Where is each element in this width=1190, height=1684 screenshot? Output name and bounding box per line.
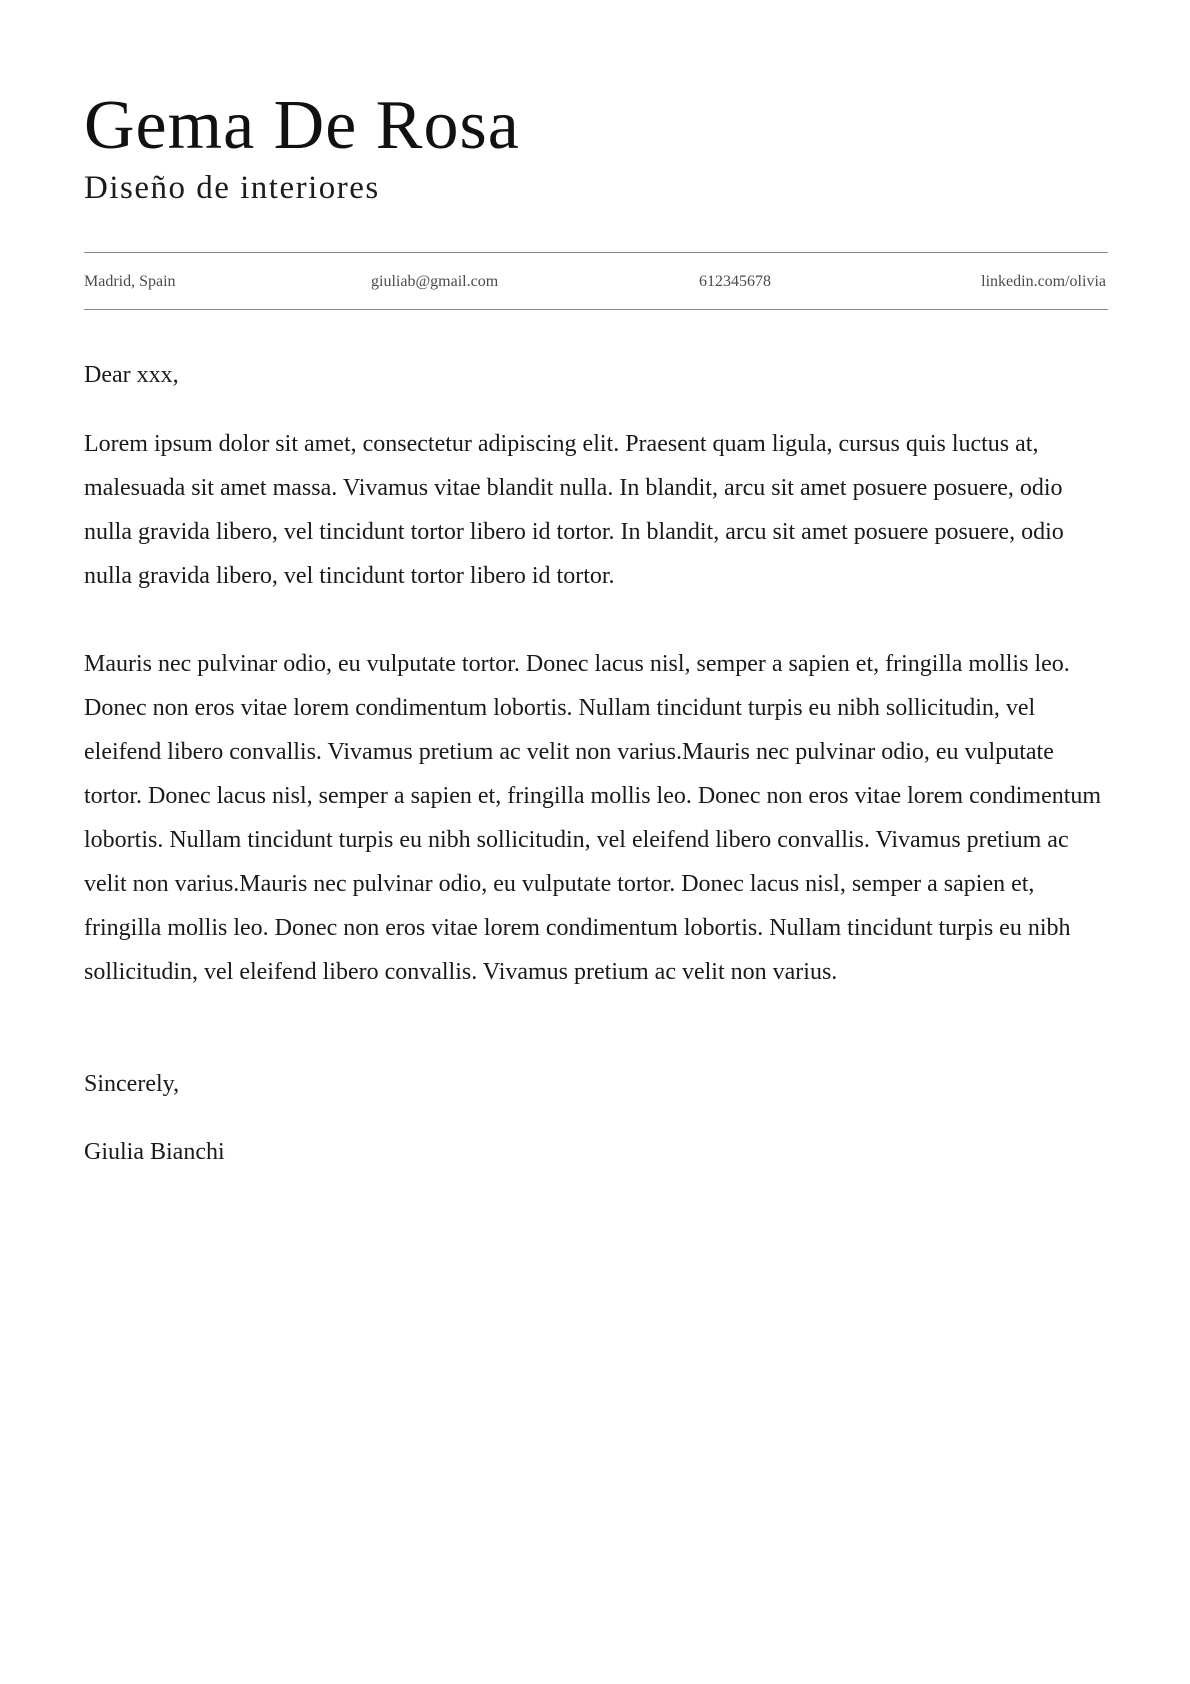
applicant-name: Gema De Rosa bbox=[84, 87, 520, 164]
applicant-role: Diseño de interiores bbox=[84, 170, 380, 206]
contact-linkedin: linkedin.com/olivia bbox=[981, 273, 1106, 290]
letter-closing: Sincerely, bbox=[84, 1071, 180, 1097]
contact-location: Madrid, Spain bbox=[84, 273, 176, 290]
letter-salutation: Dear xxx, bbox=[84, 362, 179, 388]
contact-phone: 612345678 bbox=[699, 273, 771, 290]
contact-bar bbox=[84, 252, 1108, 310]
contact-email: giuliab@gmail.com bbox=[371, 273, 499, 290]
letter-paragraph: Mauris nec pulvinar odio, eu vulputate tortor. Donec lacus nisl, semper a sapien et, fringilla mollis leo. Donec non eros vitae lorem condimentum lobortis. Nullam tincidunt turpis eu nibh sollicitudin, vel eleifend libero convallis. Vivamus pretium ac velit non varius.Mauris nec pulvinar odio, eu vulputate tortor. Donec lacus nisl, semper a sapien et, fringilla mollis leo. Donec non eros vitae lorem condimentum lobortis. Nullam tincidunt turpis eu nibh sollicitudin, vel eleifend libero convallis. Vivamus pretium ac velit non varius.Mauris nec pulvinar odio, eu vulputate tortor. Donec lacus nisl, semper a sapien et, fringilla mollis leo. Donec non eros vitae lorem condimentum lobortis. Nullam tincidunt turpis eu nibh sollicitudin, vel eleifend libero convallis. Vivamus pretium ac velit non varius. bbox=[84, 651, 1102, 985]
letter-signature: Giulia Bianchi bbox=[84, 1139, 225, 1165]
letter-paragraph: Lorem ipsum dolor sit amet, consectetur adipiscing elit. Praesent quam ligula, cursus quis luctus at, malesuada sit amet massa. Vivamus vitae blandit nulla. In blandit, arcu sit amet posuere posuere, odio nulla gravida libero, vel tincidunt tortor libero id tortor. In blandit, arcu sit amet posuere posuere, odio nulla gravida libero, vel tincidunt tortor libero id tortor. bbox=[84, 431, 1064, 589]
